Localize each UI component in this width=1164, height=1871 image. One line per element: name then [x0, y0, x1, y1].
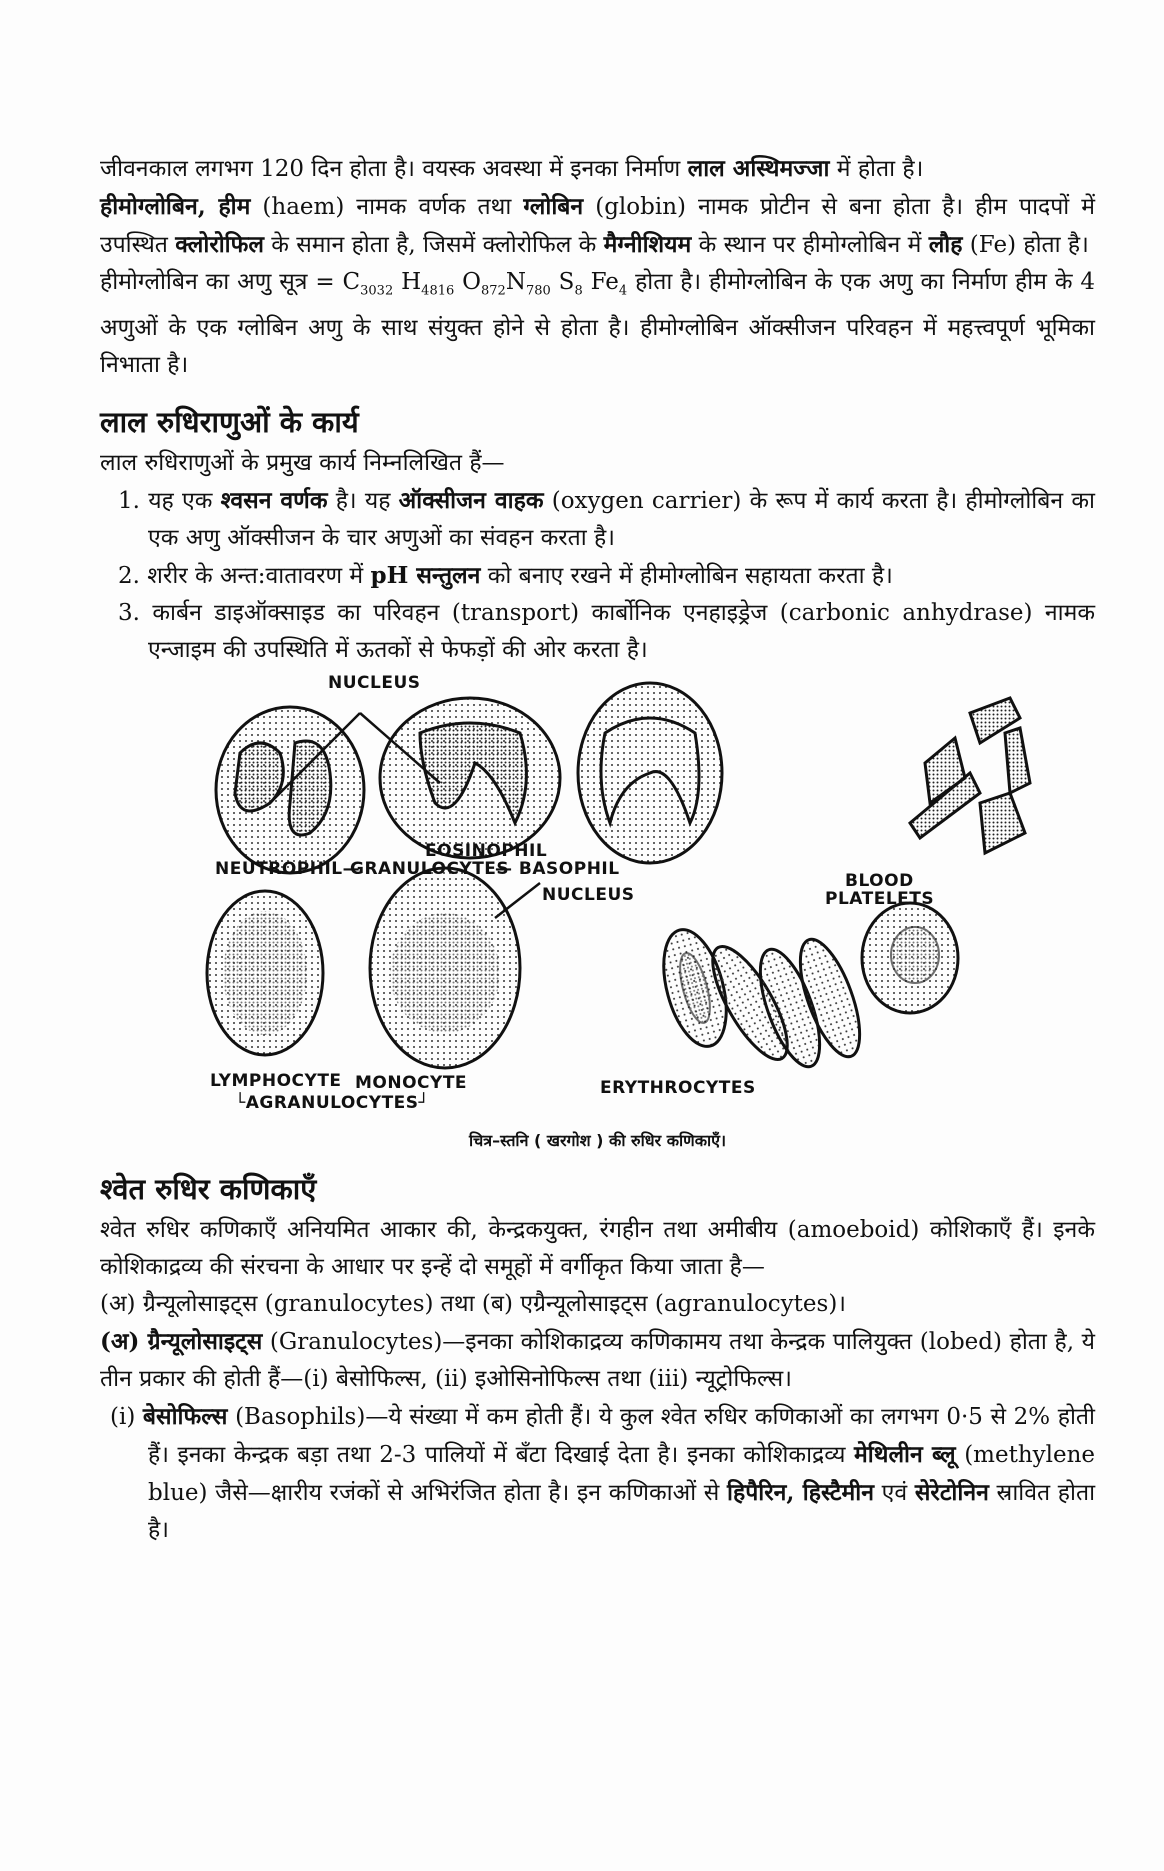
- label-blood: BLOOD: [845, 870, 914, 891]
- label-lymphocyte: LYMPHOCYTE: [210, 1070, 342, 1091]
- wbc-paragraph-1: श्वेत रुधिर कणिकाएँ अनियमित आकार की, केन्द्रकयुक्त, रंगहीन तथा अमीबीय (amoeboid) कोशिकाएँ हैं। इनके कोशिकाद्रव्य की संरचना के आधार पर इन्हें दो समूहों में वर्गीकृत किया जाता है—: [100, 1216, 1095, 1280]
- wbc-paragraph-2: (अ) ग्रैन्यूलोसाइट्स (granulocytes) तथा (ब) एग्रैन्यूलोसाइट्स (agranulocytes)।: [100, 1290, 847, 1317]
- granulocytes-paragraph: (अ) ग्रैन्यूलोसाइट्स (Granulocytes)—इनका कोशिकाद्रव्य कणिकामय तथा केन्द्रक पालियुक्त (lobed) होता है, ये तीन प्रकार की होती हैं—(i) बेसोफिल्स, (ii) इओसिनोफिल्स तथा (iii) न्यूट्रोफिल्स।: [100, 1327, 1095, 1392]
- document-page: [100, 150, 1095, 1549]
- chemical-formula: $C_{3032}$ $H_{4816}$ $O_{872}N_{780}$ $S_8$ $Fe_4$: [342, 269, 628, 299]
- hemoglobin-formula-paragraph: हीमोग्लोबिन का अणु सूत्र = $C_{3032}$ $H_{4816}$ $O_{872}N_{780}$ $S_8$ $Fe_4$ होता है। हीमोग्लोबिन के एक अणु का निर्माण हीम के 4 अणुओं के एक ग्लोबिन अणु के साथ संयुक्त होने से होता है। हीमोग्लोबिन ऑक्सीजन परिवहन में महत्त्वपूर्ण भूमिका निभाता है।: [100, 269, 1095, 378]
- section-heading-rbc-functions: लाल रुधिराणुओं के कार्य: [100, 404, 359, 439]
- basophils-paragraph: (i) बेसोफिल्स (Basophils)—ये संख्या में कम होती हैं। ये कुल श्वेत रुधिर कणिकाओं का लगभग 0·5 से 2% होती हैं। इनका केन्द्रक बड़ा तथा 2-3 पालियों में बँटा दिखाई देता है। इनका कोशिकाद्रव्य मेथिलीन ब्लू (methylene blue) जैसे—क्षारीय रजंकों से अभिरंजित होता है। इन कणिकाओं से हिपैरिन, हिस्टैमीन एवं सेरेटोनिन स्रावित होता है।: [110, 1402, 1096, 1543]
- intro-paragraph-2: हीमोग्लोबिन, हीम (haem) नामक वर्णक तथा ग्लोबिन (globin) नामक प्रोटीन से बना होता है। हीम पादपों में उपस्थित क्लोरोफिल के समान होता है, जिसमें क्लोरोफिल के मैग्नीशियम के स्थान पर हीमोग्लोबिन में लौह (Fe) होता है।: [100, 193, 1096, 258]
- label-platelets: PLATELETS: [825, 888, 935, 909]
- list-item: 1. यह एक श्वसन वर्णक है। यह ऑक्सीजन वाहक (oxygen carrier) के रूप में कार्य करता है। हीमोग्लोबिन का एक अणु ऑक्सीजन के चार अणुओं का संवहन करता है।: [118, 486, 1095, 551]
- label-eosinophil: EOSINOPHIL: [425, 840, 548, 861]
- bold-term: लाल अस्थिमज्जा: [687, 155, 830, 182]
- label-granulocytes: GRANULOCYTES: [350, 858, 510, 879]
- list-item: 2. शरीर के अन्त:वातावरण में pH सन्तुलन को बनाए रखने में हीमोग्लोबिन सहायता करता है।: [118, 561, 893, 589]
- rbc-functions-lead: लाल रुधिराणुओं के प्रमुख कार्य निम्नलिखित हैं—: [100, 449, 505, 476]
- label-monocyte: MONOCYTE: [355, 1072, 468, 1093]
- label-basophil: — BASOPHIL: [495, 858, 620, 879]
- label-nucleus-monocyte: NUCLEUS: [542, 884, 635, 905]
- section-heading-wbc: श्वेत रुधिर कणिकाएँ: [100, 1171, 317, 1206]
- figure-caption: चित्र–स्तनि ( खरगोश ) की रुधिर कणिकाएँ।: [468, 1130, 727, 1150]
- blood-cells-figure: [100, 673, 1095, 1123]
- rbc-functions-list: [100, 482, 1095, 669]
- label-neutrophil: NEUTROPHIL—: [215, 858, 361, 879]
- intro-paragraph-1: जीवनकाल लगभग 120 दिन होता है। वयस्क अवस्था में इनका निर्माण लाल अस्थिमज्जा में होता है।: [100, 155, 924, 182]
- label-nucleus: NUCLEUS: [328, 672, 421, 693]
- label-agranulocytes: └AGRANULOCYTES┘: [235, 1092, 430, 1113]
- label-erythrocytes: ERYTHROCYTES: [600, 1077, 756, 1098]
- list-item: 3. कार्बन डाइऑक्साइड का परिवहन (transport) कार्बोनिक एनहाइड्रेज (carbonic anhydrase) नामक एन्जाइम की उपस्थिति में ऊतकों से फेफड़ों की ओर करता है।: [118, 599, 1096, 663]
